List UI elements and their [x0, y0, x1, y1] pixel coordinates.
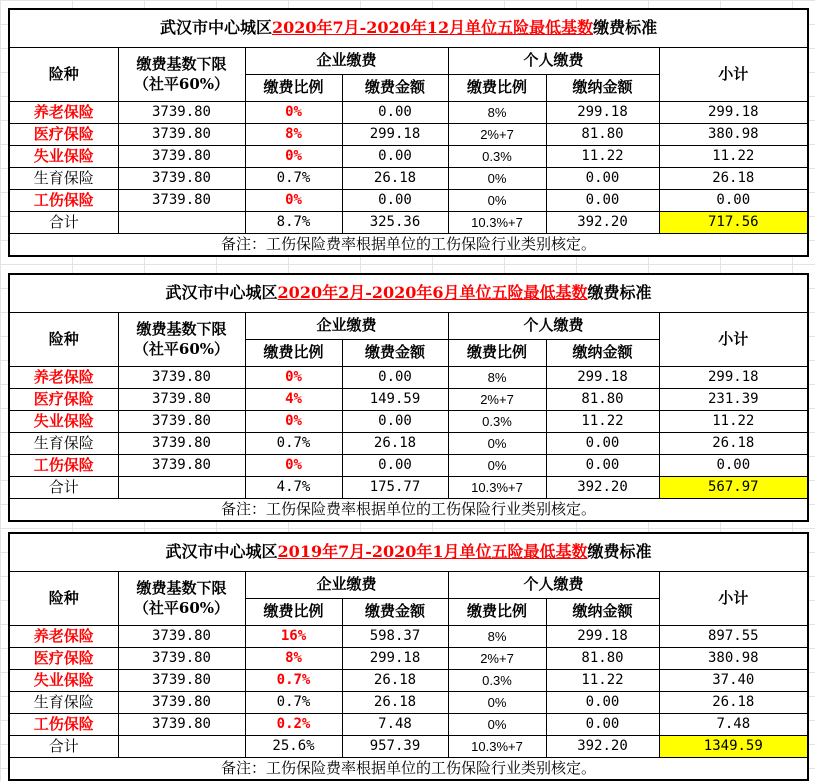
personal-amount: 0.00: [546, 432, 659, 454]
row-name: 工伤保险: [9, 189, 118, 211]
personal-rate: 0%: [448, 189, 546, 211]
personal-amount: 11.22: [546, 669, 659, 691]
personal-rate: 2%+7: [448, 388, 546, 410]
header-company: 企业缴费: [245, 312, 448, 339]
table-title: 武汉市中心城区2019年7月-2020年1月单位五险最低基数缴费标准: [9, 533, 808, 571]
header-company-rate: 缴费比例: [245, 598, 342, 625]
company-amount: 0.00: [342, 366, 448, 388]
personal-amount: 0.00: [546, 454, 659, 476]
total-base-empty: [118, 476, 245, 498]
base-value: 3739.80: [118, 410, 245, 432]
company-rate: 8%: [245, 647, 342, 669]
row-name: 医疗保险: [9, 647, 118, 669]
subtotal-value: 299.18: [659, 101, 808, 123]
header-insurance: 险种: [9, 312, 118, 366]
subtotal-value: 7.48: [659, 713, 808, 735]
company-amount: 149.59: [342, 388, 448, 410]
header-insurance: 险种: [9, 47, 118, 101]
table-row: [9, 669, 808, 691]
table-row: [9, 647, 808, 669]
subtotal-value: 0.00: [659, 189, 808, 211]
personal-rate: 0.3%: [448, 145, 546, 167]
total-personal-amount: 392.20: [546, 735, 659, 757]
personal-amount: 0.00: [546, 691, 659, 713]
personal-amount: 11.22: [546, 410, 659, 432]
company-amount: 26.18: [342, 691, 448, 713]
row-name: 养老保险: [9, 366, 118, 388]
table-row: [9, 432, 808, 454]
total-company-rate: 25.6%: [245, 735, 342, 757]
subtotal-value: 11.22: [659, 410, 808, 432]
row-name: 生育保险: [9, 432, 118, 454]
company-rate: 0%: [245, 366, 342, 388]
personal-rate: 0%: [448, 713, 546, 735]
total-personal-amount: 392.20: [546, 211, 659, 233]
row-name: 生育保险: [9, 167, 118, 189]
company-amount: 299.18: [342, 647, 448, 669]
header-company-rate: 缴费比例: [245, 74, 342, 101]
header-personal: 个人缴费: [448, 312, 659, 339]
base-value: 3739.80: [118, 713, 245, 735]
company-rate: 0%: [245, 189, 342, 211]
table-row: [9, 145, 808, 167]
personal-rate: 0%: [448, 454, 546, 476]
header-personal-rate: 缴费比例: [448, 339, 546, 366]
company-rate: 0.7%: [245, 691, 342, 713]
contribution-table: [8, 273, 809, 522]
company-rate: 0.7%: [245, 669, 342, 691]
table-block-2019h2: [8, 532, 807, 781]
total-label: 合计: [9, 735, 118, 757]
company-rate: 4%: [245, 388, 342, 410]
subtotal-value: 37.40: [659, 669, 808, 691]
header-base: 缴费基数下限 （社平60%）: [118, 571, 245, 625]
header-company-rate: 缴费比例: [245, 339, 342, 366]
table-row: [9, 167, 808, 189]
row-name: 失业保险: [9, 145, 118, 167]
personal-amount: 0.00: [546, 167, 659, 189]
base-value: 3739.80: [118, 432, 245, 454]
base-value: 3739.80: [118, 625, 245, 647]
base-value: 3739.80: [118, 145, 245, 167]
header-personal: 个人缴费: [448, 47, 659, 74]
company-amount: 598.37: [342, 625, 448, 647]
personal-rate: 2%+7: [448, 647, 546, 669]
subtotal-value: 380.98: [659, 123, 808, 145]
total-company-amount: 957.39: [342, 735, 448, 757]
table-row: [9, 366, 808, 388]
table-row: [9, 189, 808, 211]
personal-rate: 0%: [448, 691, 546, 713]
total-personal-rate: 10.3%+7: [448, 735, 546, 757]
company-amount: 0.00: [342, 189, 448, 211]
header-insurance: 险种: [9, 571, 118, 625]
company-amount: 7.48: [342, 713, 448, 735]
row-name: 养老保险: [9, 625, 118, 647]
company-amount: 26.18: [342, 669, 448, 691]
total-personal-amount: 392.20: [546, 476, 659, 498]
personal-rate: 8%: [448, 366, 546, 388]
company-rate: 8%: [245, 123, 342, 145]
total-personal-rate: 10.3%+7: [448, 211, 546, 233]
row-name: 医疗保险: [9, 123, 118, 145]
table-row: [9, 691, 808, 713]
subtotal-value: 897.55: [659, 625, 808, 647]
header-personal: 个人缴费: [448, 571, 659, 598]
company-rate: 0%: [245, 410, 342, 432]
table-row: [9, 454, 808, 476]
total-label: 合计: [9, 211, 118, 233]
total-company-amount: 175.77: [342, 476, 448, 498]
base-value: 3739.80: [118, 669, 245, 691]
table-row: [9, 410, 808, 432]
header-personal-amount: 缴纳金额: [546, 74, 659, 101]
table-row: [9, 123, 808, 145]
company-rate: 0%: [245, 101, 342, 123]
table-title: 武汉市中心城区2020年2月-2020年6月单位五险最低基数缴费标准: [9, 274, 808, 312]
row-name: 失业保险: [9, 410, 118, 432]
total-subtotal: 567.97: [659, 476, 808, 498]
base-value: 3739.80: [118, 123, 245, 145]
base-value: 3739.80: [118, 167, 245, 189]
total-company-amount: 325.36: [342, 211, 448, 233]
company-rate: 0.2%: [245, 713, 342, 735]
personal-amount: 81.80: [546, 647, 659, 669]
company-amount: 26.18: [342, 432, 448, 454]
company-amount: 0.00: [342, 145, 448, 167]
row-name: 生育保险: [9, 691, 118, 713]
base-value: 3739.80: [118, 101, 245, 123]
subtotal-value: 0.00: [659, 454, 808, 476]
company-amount: 26.18: [342, 167, 448, 189]
personal-rate: 0%: [448, 432, 546, 454]
header-base: 缴费基数下限 （社平60%）: [118, 47, 245, 101]
personal-rate: 2%+7: [448, 123, 546, 145]
header-company-amount: 缴费金额: [342, 74, 448, 101]
total-base-empty: [118, 211, 245, 233]
header-company-amount: 缴费金额: [342, 598, 448, 625]
table-note: 备注：工伤保险费率根据单位的工伤保险行业类别核定。: [9, 498, 808, 521]
header-personal-amount: 缴纳金额: [546, 598, 659, 625]
personal-rate: 8%: [448, 625, 546, 647]
company-rate: 0.7%: [245, 432, 342, 454]
header-personal-rate: 缴费比例: [448, 598, 546, 625]
header-subtotal: 小计: [659, 47, 808, 101]
row-name: 养老保险: [9, 101, 118, 123]
table-block-2020h1: [8, 273, 807, 522]
header-company: 企业缴费: [245, 571, 448, 598]
company-amount: 299.18: [342, 123, 448, 145]
total-subtotal: 1349.59: [659, 735, 808, 757]
header-base: 缴费基数下限 （社平60%）: [118, 312, 245, 366]
row-name: 工伤保险: [9, 713, 118, 735]
subtotal-value: 299.18: [659, 366, 808, 388]
total-personal-rate: 10.3%+7: [448, 476, 546, 498]
total-base-empty: [118, 735, 245, 757]
table-row: [9, 101, 808, 123]
subtotal-value: 26.18: [659, 167, 808, 189]
personal-amount: 0.00: [546, 189, 659, 211]
subtotal-value: 380.98: [659, 647, 808, 669]
personal-rate: 0%: [448, 167, 546, 189]
contribution-table: [8, 532, 809, 781]
table-note: 备注：工伤保险费率根据单位的工伤保险行业类别核定。: [9, 757, 808, 780]
total-row: [9, 211, 808, 233]
personal-rate: 0.3%: [448, 669, 546, 691]
header-personal-amount: 缴纳金额: [546, 339, 659, 366]
table-row: [9, 625, 808, 647]
personal-amount: 11.22: [546, 145, 659, 167]
table-title: 武汉市中心城区2020年7月-2020年12月单位五险最低基数缴费标准: [9, 9, 808, 47]
base-value: 3739.80: [118, 189, 245, 211]
subtotal-value: 11.22: [659, 145, 808, 167]
header-subtotal: 小计: [659, 571, 808, 625]
header-company: 企业缴费: [245, 47, 448, 74]
table-note: 备注：工伤保险费率根据单位的工伤保险行业类别核定。: [9, 233, 808, 256]
header-subtotal: 小计: [659, 312, 808, 366]
personal-rate: 8%: [448, 101, 546, 123]
total-row: [9, 735, 808, 757]
company-amount: 0.00: [342, 410, 448, 432]
personal-amount: 0.00: [546, 713, 659, 735]
personal-amount: 299.18: [546, 366, 659, 388]
company-rate: 0.7%: [245, 167, 342, 189]
base-value: 3739.80: [118, 388, 245, 410]
personal-amount: 299.18: [546, 625, 659, 647]
table-row: [9, 388, 808, 410]
table-row: [9, 713, 808, 735]
base-value: 3739.80: [118, 366, 245, 388]
total-label: 合计: [9, 476, 118, 498]
row-name: 失业保险: [9, 669, 118, 691]
base-value: 3739.80: [118, 647, 245, 669]
total-company-rate: 8.7%: [245, 211, 342, 233]
personal-amount: 81.80: [546, 388, 659, 410]
company-rate: 0%: [245, 454, 342, 476]
company-rate: 0%: [245, 145, 342, 167]
base-value: 3739.80: [118, 691, 245, 713]
subtotal-value: 231.39: [659, 388, 808, 410]
contribution-table: [8, 8, 809, 257]
company-amount: 0.00: [342, 454, 448, 476]
subtotal-value: 26.18: [659, 432, 808, 454]
base-value: 3739.80: [118, 454, 245, 476]
subtotal-value: 26.18: [659, 691, 808, 713]
company-amount: 0.00: [342, 101, 448, 123]
personal-rate: 0.3%: [448, 410, 546, 432]
table-block-2020h2: [8, 8, 807, 257]
row-name: 工伤保险: [9, 454, 118, 476]
personal-amount: 81.80: [546, 123, 659, 145]
total-row: [9, 476, 808, 498]
row-name: 医疗保险: [9, 388, 118, 410]
header-company-amount: 缴费金额: [342, 339, 448, 366]
total-company-rate: 4.7%: [245, 476, 342, 498]
company-rate: 16%: [245, 625, 342, 647]
personal-amount: 299.18: [546, 101, 659, 123]
total-subtotal: 717.56: [659, 211, 808, 233]
header-personal-rate: 缴费比例: [448, 74, 546, 101]
